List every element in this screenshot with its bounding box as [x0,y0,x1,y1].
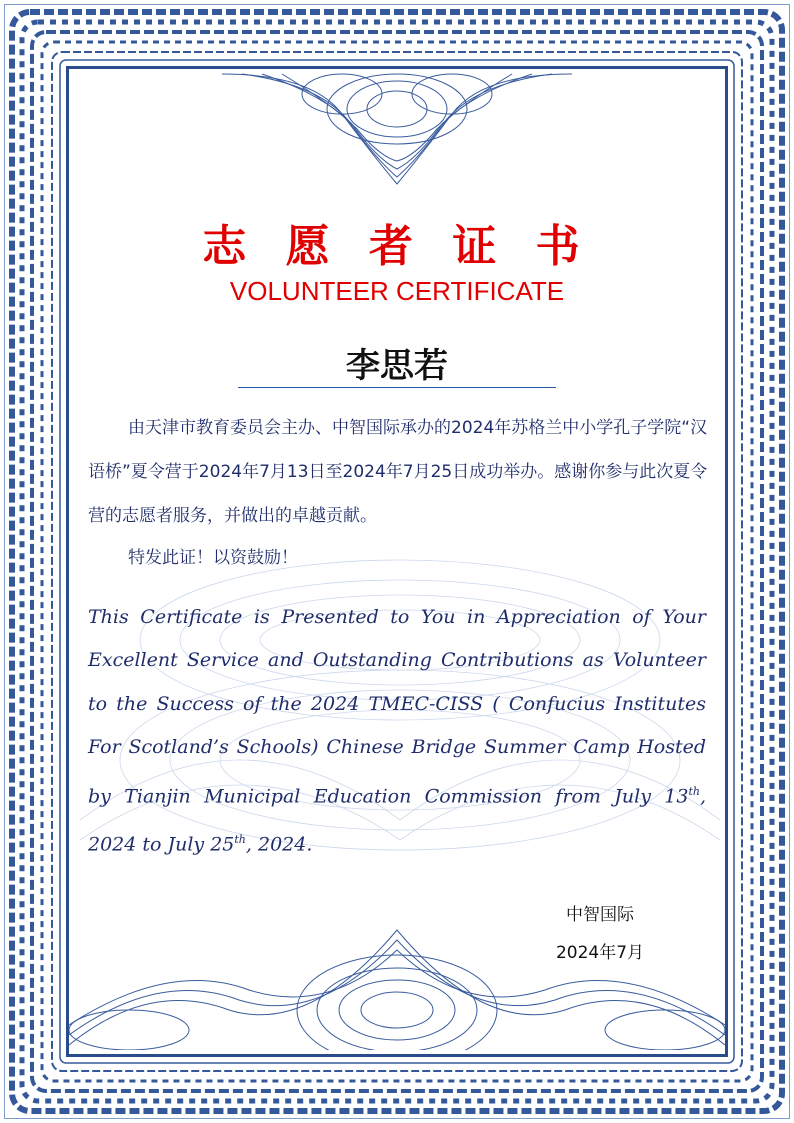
certificate-title-chinese: 志 愿 者 证 书 [202,221,592,272]
ordinal-suffix-start: th [688,784,700,798]
chinese-body-paragraph [88,406,718,538]
chinese-closing-text: 特发此证！以资鼓励！ [128,548,298,568]
english-body-text: This Certificate is Presented to You in Appreciation of Your Excellent Service and Outstanding Contributions as Volunteer to the Success of the 2024 TMEC-CISS ( Confucius Institutes For Scotland’s Schools) Chinese Bridge Summer Camp Hosted by Tianjin Municipal Education Commission from July 13 [88,606,706,807]
recipient-name: 李思若 [346,346,448,386]
english-body-text-end: , 2024. [245,833,313,856]
chinese-closing-paragraph [88,536,718,580]
name-underline [238,387,556,388]
certificate-title-english: VOLUNTEER CERTIFICATE [229,276,565,306]
chinese-body-text: 由天津市教育委员会主办、中智国际承办的2024年苏格兰中小学孔子学院“汉语桥”夏令营于2024年7月13日至2024年7月25日成功举办。感谢你参与此次夏令营的志愿者服务，并做出的卓越贡献。 [88,418,708,526]
issue-date: 2024年7月 [555,943,645,963]
english-body-text-mid: , 2024 to July 25 [88,784,706,856]
ordinal-suffix-end: th [234,833,246,847]
english-body-paragraph [88,596,706,867]
issuer-name: 中智国际 [566,905,634,925]
